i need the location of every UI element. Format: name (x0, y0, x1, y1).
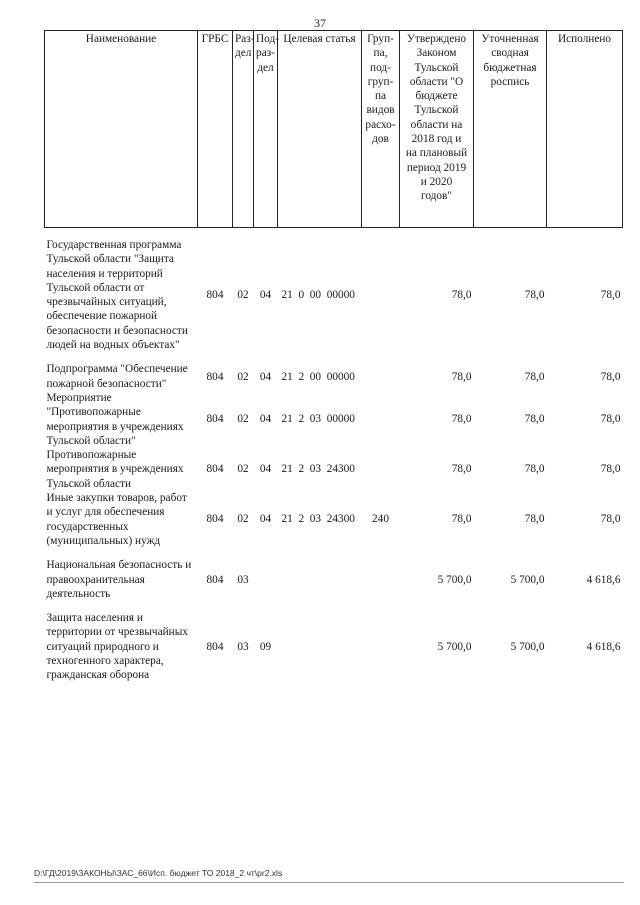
header-name: Наименование (45, 31, 198, 228)
row-podrazdel: 04 (259, 370, 272, 383)
row-podrazdel: 04 (259, 289, 272, 302)
row-executed: 4 618,6 (586, 640, 621, 653)
row-target: 21 2 03 24300 (281, 463, 355, 476)
row-refined: 78,0 (524, 370, 545, 383)
row-podrazdel: 04 (259, 413, 272, 426)
row-refined: 78,0 (524, 289, 545, 302)
row-executed: 78,0 (600, 413, 621, 426)
footer-divider (34, 882, 624, 883)
row-executed: 78,0 (600, 513, 621, 526)
row-refined: 78,0 (524, 463, 545, 476)
row-approved: 78,0 (451, 413, 472, 426)
row-grbs: 804 (206, 463, 224, 476)
table-header-row (45, 31, 623, 228)
row-razdel: 03 (237, 640, 249, 653)
table-row (45, 611, 623, 682)
row-refined: 78,0 (524, 413, 545, 426)
table-row (45, 448, 623, 491)
table-row (45, 491, 623, 548)
row-grbs: 804 (206, 413, 224, 426)
row-razdel: 02 (237, 463, 249, 476)
row-podrazdel: 09 (259, 640, 272, 653)
header-group: Груп- па, под- груп- па видов расхо- дов (362, 31, 400, 228)
row-razdel: 02 (237, 513, 249, 526)
row-name: Мероприятие "Противопожарные мероприятия в учреждениях Тульской области" (46, 391, 184, 447)
row-executed: 78,0 (600, 289, 621, 302)
row-podrazdel: 04 (259, 513, 272, 526)
row-target: 21 2 03 24300 (281, 513, 355, 526)
row-grbs: 804 (206, 573, 224, 586)
row-group: 240 (372, 513, 389, 526)
row-approved: 78,0 (451, 463, 472, 476)
row-group (362, 611, 400, 682)
row-name: Государственная программа Тульской области "Защита населения и территорий Тульской области от чрезвычайных ситуаций, обеспечение пожарной безопасности и безопасности людей на водных объектах" (46, 239, 188, 352)
row-approved: 5 700,0 (437, 640, 472, 653)
file-path-footer: D:\ГД\2019\ЗАКОНЫ\ЗАС_66\Исп. бюджет ТО 2018_2 чт\pr2.xls (34, 868, 283, 878)
row-target: 21 0 00 00000 (281, 289, 355, 302)
row-approved: 5 700,0 (437, 573, 472, 586)
row-podrazdel: 04 (259, 463, 272, 476)
row-name: Иные закупки товаров, работ и услуг для обеспечения государственных (муниципальных) нужд (46, 492, 187, 547)
row-grbs: 804 (206, 513, 224, 526)
row-razdel: 03 (237, 573, 249, 586)
row-group (362, 362, 400, 391)
budget-table (44, 30, 623, 683)
row-target (278, 611, 362, 682)
row-group (362, 448, 400, 491)
row-refined: 5 700,0 (510, 573, 545, 586)
header-executed: Исполнено (547, 31, 623, 228)
row-refined: 78,0 (524, 513, 545, 526)
row-target: 21 2 00 00000 (281, 370, 355, 383)
table-row (45, 391, 623, 448)
header-podrazdel: Под- раз- дел (254, 31, 278, 228)
row-group (362, 238, 400, 352)
row-podrazdel (254, 558, 278, 601)
table-row (45, 238, 623, 352)
row-target: 21 2 03 00000 (281, 413, 355, 426)
header-refined: Уточненная сводная бюджетная роспись (474, 31, 547, 228)
row-razdel: 02 (237, 413, 249, 426)
row-name: Защита населения и территории от чрезвычайных ситуаций природного и техногенного характера, гражданская оборона (46, 612, 188, 682)
row-razdel: 02 (237, 370, 249, 383)
row-grbs: 804 (206, 640, 224, 653)
row-approved: 78,0 (451, 289, 472, 302)
table-row (45, 558, 623, 601)
row-group (362, 558, 400, 601)
row-razdel: 02 (237, 289, 249, 302)
page-number: 37 (314, 16, 326, 30)
row-name: Подпрограмма "Обеспечение пожарной безопасности" (46, 363, 188, 390)
row-executed: 78,0 (600, 463, 621, 476)
row-approved: 78,0 (451, 513, 472, 526)
row-name: Противопожарные мероприятия в учреждениях Тульской области (46, 449, 184, 490)
row-target (278, 558, 362, 601)
row-grbs: 804 (206, 370, 224, 383)
row-executed: 78,0 (600, 370, 621, 383)
header-target: Целевая статья (278, 31, 362, 228)
row-group (362, 391, 400, 448)
row-name: Национальная безопасность и правоохранительная деятельность (46, 559, 192, 600)
row-executed: 4 618,6 (586, 573, 621, 586)
table-row (45, 362, 623, 391)
row-approved: 78,0 (451, 370, 472, 383)
row-grbs: 804 (206, 289, 224, 302)
header-approved: Утверждено Законом Тульской области "О бюджете Тульской области на 2018 год и на плановый период 2019 и 2020 годов" (400, 31, 474, 228)
header-grbs: ГРБС (198, 31, 233, 228)
row-refined: 5 700,0 (510, 640, 545, 653)
header-razdel: Раз- дел (233, 31, 254, 228)
